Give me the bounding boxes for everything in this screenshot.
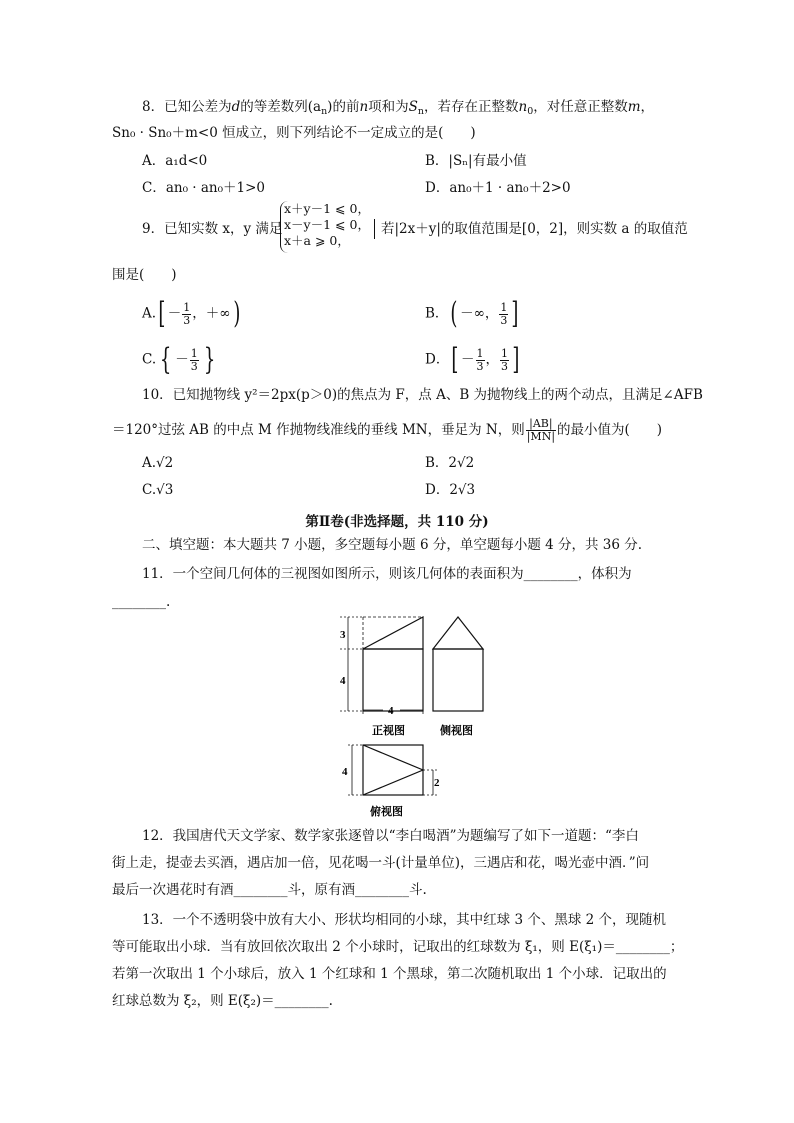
q9-choice-b	[425, 296, 521, 331]
q9-constraint-system	[280, 201, 382, 253]
q8-seq-sub: n	[321, 106, 328, 117]
q10-choice-b: B．2√2	[425, 455, 475, 471]
q9-a-frac-num: 1	[183, 300, 191, 314]
front-view	[340, 617, 423, 717]
q11-line1: 11．一个空间几何体的三视图如图所示，则该几何体的表面积为________，体积为	[142, 566, 632, 582]
q8-choice-d: D．an₀＋1 · an₀＋2>0	[425, 180, 571, 196]
q11-three-views-figure	[320, 612, 520, 822]
q10-fraction	[526, 418, 556, 443]
q8-text-a: 8．已知公差为	[142, 99, 232, 115]
caption-side-view: 侧视图	[440, 724, 473, 737]
q8-text-c: 的前	[332, 99, 360, 115]
q9-a-bracket-open: [	[158, 296, 166, 331]
q12-line1: 12．我国唐代天文学家、数学家张逐曾以“李白喝酒”为题编写了如下一道题：“李白	[142, 828, 639, 844]
part2-intro: 二、填空题：本大题共 7 小题，多空题每小题 6 分，单空题每小题 4 分，共 36 分.	[142, 537, 643, 553]
side-view-triangle	[433, 617, 483, 649]
q9-d-frac1-den: 3	[476, 359, 484, 373]
caption-front-view: 正视图	[372, 724, 405, 737]
q10-frac-den: |MN|	[526, 430, 556, 443]
q9-d-bracket-open: [	[451, 342, 459, 377]
q9-d-fraction-2	[500, 348, 509, 373]
q8-text-d: 项和为	[368, 99, 409, 115]
q8-choice-c: C．an₀ · an₀＋1>0	[142, 180, 266, 196]
q9-a-body: ，＋∞	[192, 305, 231, 322]
q8-line1	[142, 97, 654, 122]
q9-choice-d: D．[ － $\frac{1}{3}$ ， $\frac{1}{3}$ ]	[425, 342, 520, 377]
q9-constraint-2: x－y－1 ⩽ 0，	[284, 217, 370, 232]
q9-b-frac-den: 3	[500, 313, 508, 327]
q9-d-fraction-1	[476, 348, 485, 373]
top-view-triangle	[363, 745, 423, 795]
q8-text-f: ，对任意正整数	[533, 99, 628, 115]
q8-choice-a: A．a₁d<0	[142, 153, 208, 169]
q8-var-n: n	[359, 99, 369, 115]
q8-seq: (a	[307, 99, 322, 115]
q11-line2: ________.	[112, 594, 171, 610]
q9-choice-a: A.[ － $\frac{1}{3}$ ，＋∞)	[142, 296, 240, 331]
q9-b-body: －∞，	[460, 305, 499, 322]
q9-a-label: A.	[142, 305, 157, 322]
q8-var-m: m	[627, 99, 641, 115]
q9-c-brace-close: }	[203, 342, 216, 377]
q9-c-body: －	[175, 351, 189, 368]
top-view	[342, 745, 440, 795]
caption-top-view: 俯视图	[370, 805, 403, 818]
q9-line2: 围是( )	[112, 267, 177, 283]
q9-d-bracket-close: ]	[512, 342, 520, 377]
q8-var-d: d	[231, 99, 241, 115]
q9-b-fraction	[499, 302, 508, 327]
q10-frac-num: |AB|	[526, 418, 556, 431]
part2-heading: 第Ⅱ卷(非选择题，共 110 分)	[305, 514, 489, 530]
q9-a-fraction	[182, 302, 191, 327]
q10-line1: 10．已知抛物线 y²＝2px(p＞0)的焦点为 F，点 A、B 为抛物线上的两个动点，且满足∠AFB	[142, 387, 703, 403]
q8-text-e: ，若存在正整数	[424, 99, 519, 115]
q13-line1: 13．一个不透明袋中放有大小、形状均相同的小球，其中红球 3 个、黑球 2 个，现随机	[142, 912, 667, 928]
q9-c-frac-num: 1	[190, 346, 198, 360]
q9-c-frac-den: 3	[190, 359, 198, 373]
top-dim-label-2: 2	[434, 777, 440, 789]
q9-choice-c	[142, 342, 219, 377]
q9-d-frac2-num: 1	[501, 346, 509, 360]
q9-d-frac1-num: 1	[476, 346, 484, 360]
q8-text-b: 的等差数列	[240, 99, 308, 115]
q8-text-g: ，	[640, 99, 655, 115]
q10-line2	[112, 418, 662, 443]
q9-b-bracket-close: ]	[511, 296, 519, 331]
q9-pre: 9．已知实数 x，y 满足	[142, 221, 283, 237]
q8-var-n0-sub: 0	[527, 106, 534, 117]
q10-line2-a: ＝120°过弦 AB 的中点 M 作抛物线准线的垂线 MN，垂足为 N，则	[112, 422, 525, 438]
q9-d-frac2-den: 3	[501, 359, 509, 373]
q10-line2-b: 的最小值为( )	[557, 422, 663, 438]
q9-b-frac-num: 1	[500, 300, 508, 314]
q9-constraint-3: x＋a ⩾ 0，	[284, 233, 350, 248]
q9-c-brace-open: {	[159, 342, 172, 377]
q12-line3: 最后一次遇花时有酒________斗，原有酒________斗.	[112, 882, 427, 898]
q9-b-label: B．	[425, 305, 449, 322]
q9-c-label: C.	[142, 351, 157, 368]
q9-d-label: D．	[425, 351, 450, 368]
q8-choice-b: B．|Sₙ|有最小值	[425, 153, 527, 169]
q10-choice-c: C.√3	[142, 482, 174, 498]
q9-a-bracket-close: )	[232, 296, 240, 331]
q8-var-s-sub: n	[417, 106, 424, 117]
q8-var-s: S	[408, 99, 418, 115]
q10-choice-d: D．2√3	[425, 482, 476, 498]
side-view-square	[433, 649, 483, 711]
q9-d-body: －	[461, 351, 475, 368]
q10-choice-a: A.√2	[142, 455, 174, 471]
q12-line2: 街上走，提壶去买酒，遇店加一倍，见花喝一斗(计量单位)，三遇店和花，喝光壶中酒．”问	[112, 855, 650, 871]
q8-line2: Sn₀ · Sn₀＋m<0 恒成立，则下列结论不一定成立的是( )	[112, 125, 476, 141]
front-view-triangle	[363, 617, 423, 649]
q8-var-n0: n	[518, 99, 528, 115]
q9-b-bracket-open: (	[450, 296, 458, 331]
side-view	[433, 617, 483, 711]
top-dim-label-4: 4	[342, 766, 348, 778]
q13-line3: 若第一次取出 1 个小球后，放入 1 个红球和 1 个黑球，第二次随机取出 1 个小球．记取出的	[112, 966, 667, 982]
q13-line4: 红球总数为 ξ₂，则 E(ξ₂)＝________.	[112, 993, 333, 1009]
top-view-square	[363, 745, 423, 795]
front-view-square	[363, 649, 423, 711]
dim-label-width-4: 4	[388, 705, 394, 717]
q9-a-frac-den: 3	[183, 313, 191, 327]
dim-label-3: 3	[340, 629, 346, 641]
q13-line2: 等可能取出小球．当有放回依次取出 2 个小球时，记取出的红球数为 ξ₁，则 E(ξ₁)＝________；	[112, 939, 684, 955]
q9-c-fraction	[190, 348, 199, 373]
q9-constraint-1: x＋y－1 ⩽ 0，	[284, 201, 370, 216]
q9-post: 若|2x＋y|的取值范围是[0，2]，则实数 a 的取值范	[374, 219, 688, 239]
q8-seq-close: )	[327, 99, 333, 115]
dim-label-4: 4	[340, 675, 346, 687]
